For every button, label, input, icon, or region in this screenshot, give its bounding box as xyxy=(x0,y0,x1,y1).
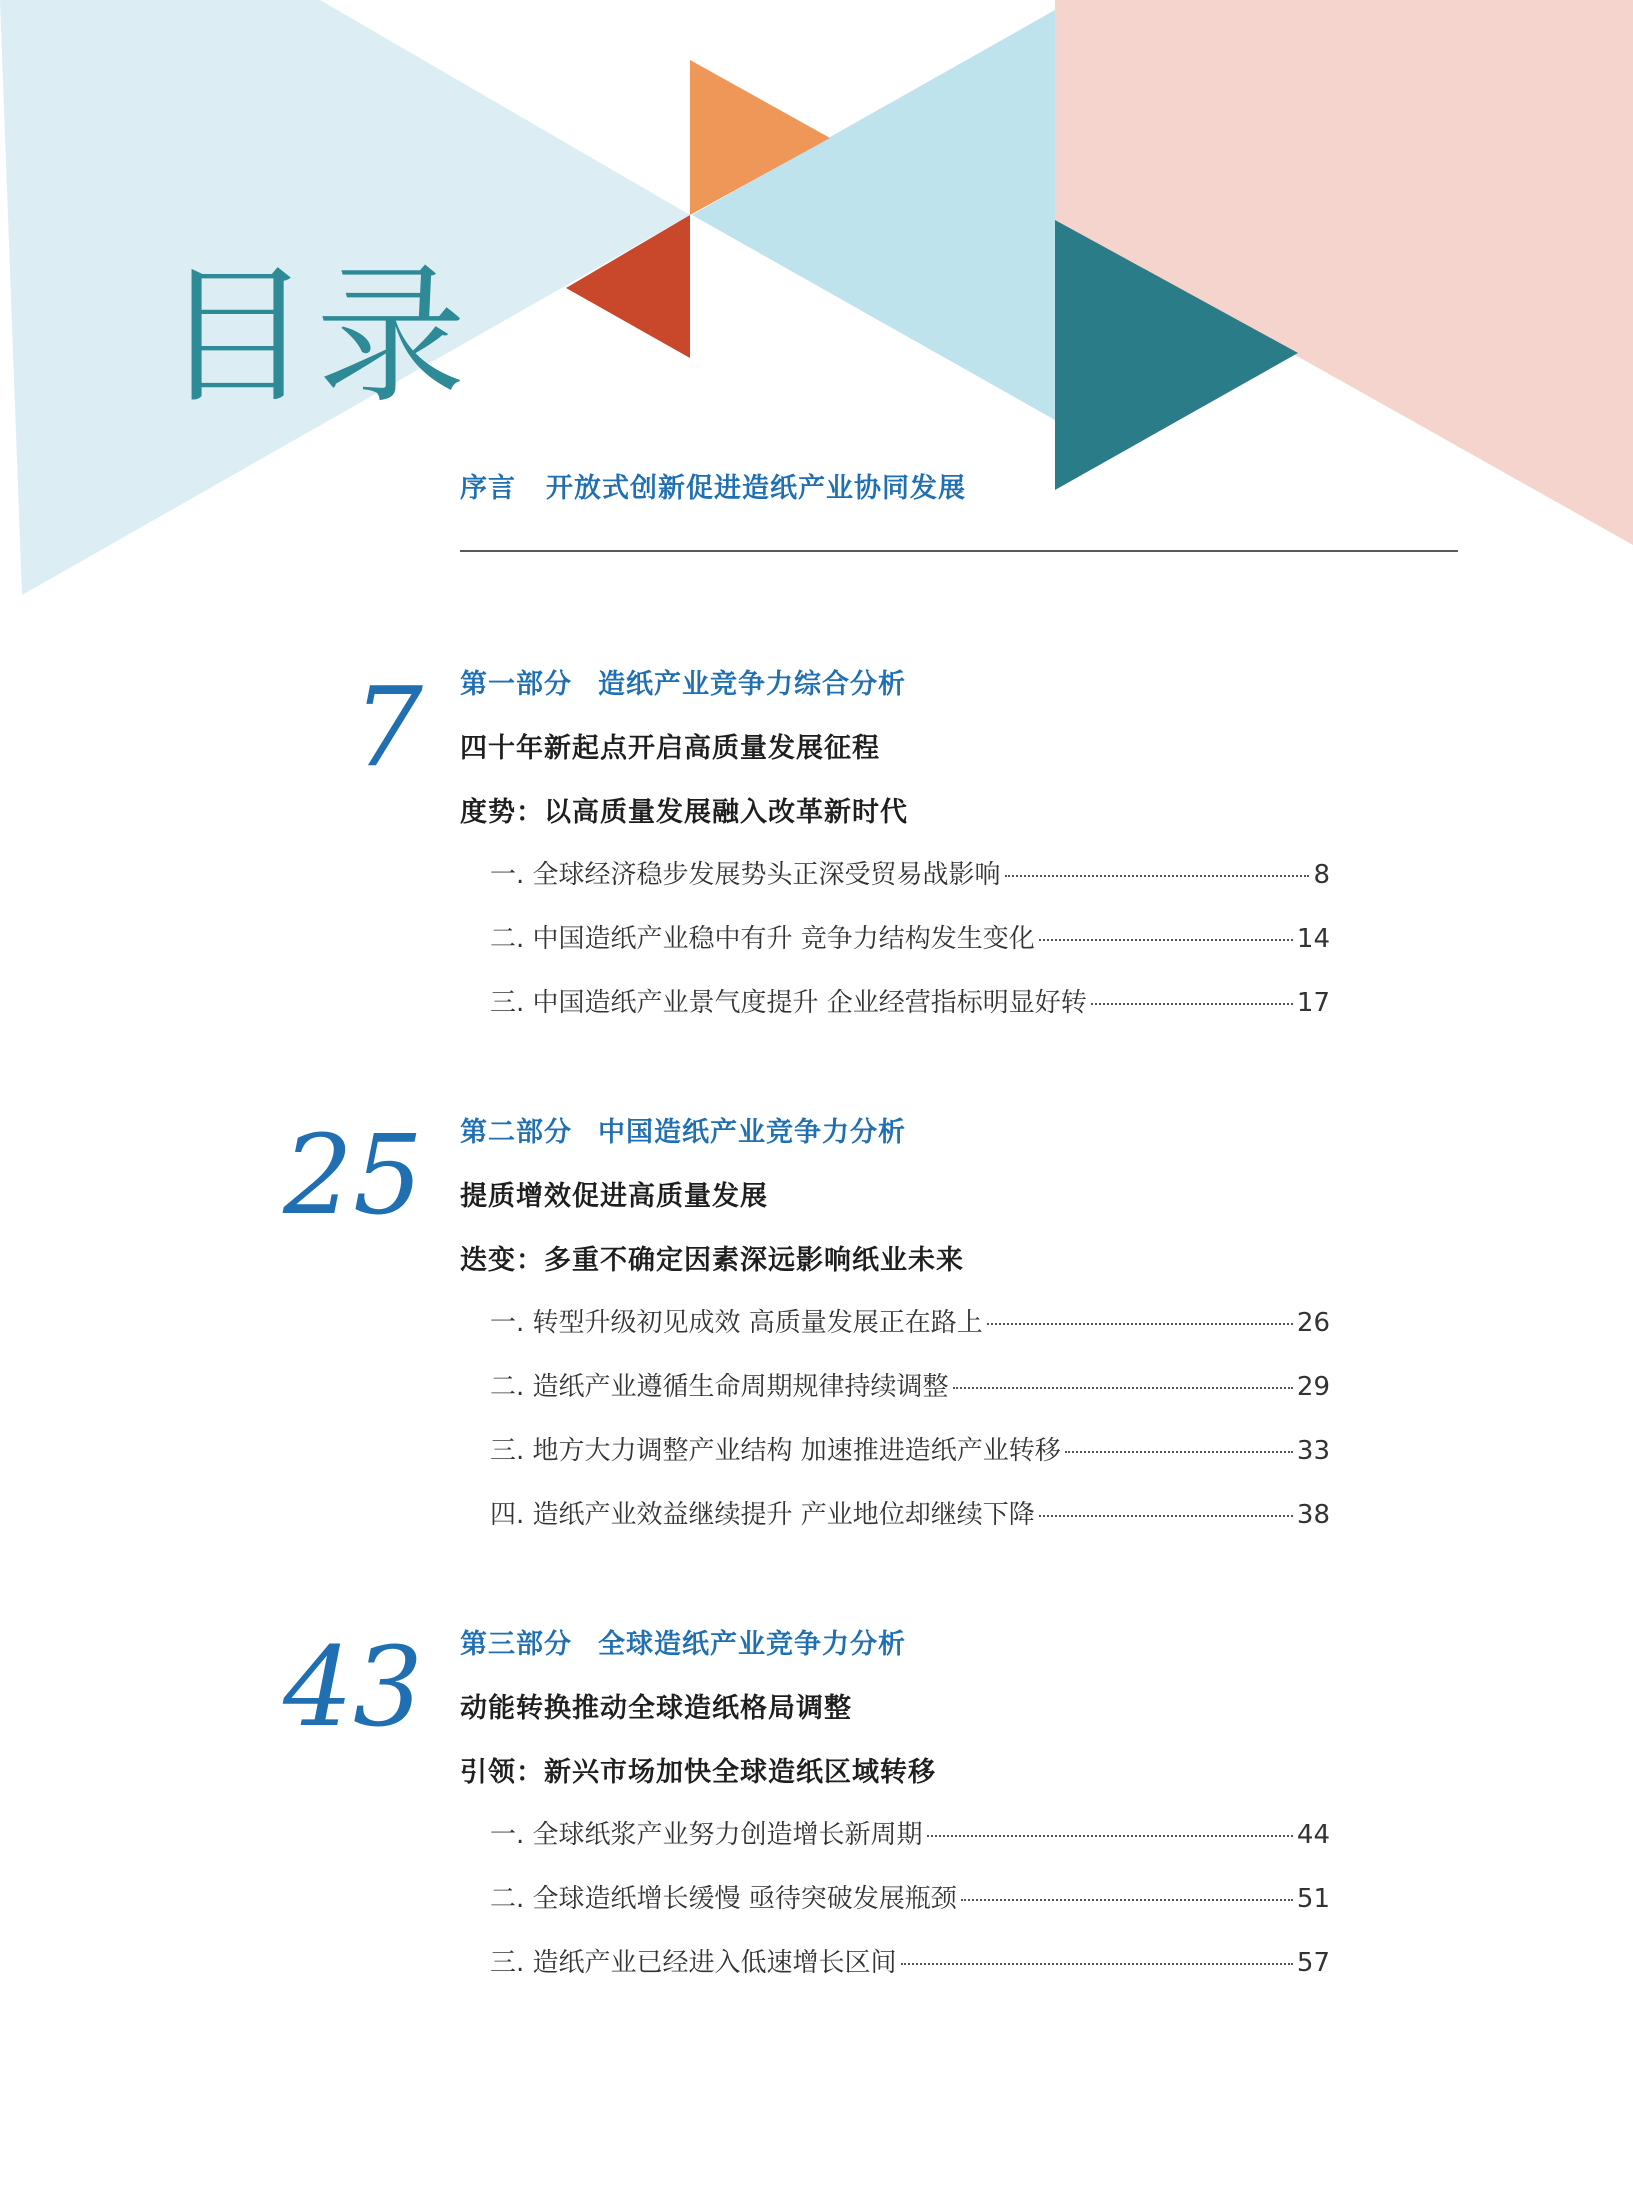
part-name: 全球造纸产业竞争力分析 xyxy=(598,1629,906,1660)
toc-entry-page: 8 xyxy=(1313,860,1330,890)
section-number: 25 xyxy=(283,1111,423,1239)
toc-entry-label: 二. 全球造纸增长缓慢 亟待突破发展瓶颈 xyxy=(490,1884,957,1914)
preface-title: 开放式创新促进造纸产业协同发展 xyxy=(546,473,966,504)
toc-entry-page: 33 xyxy=(1296,1436,1330,1466)
toc-entry-page: 57 xyxy=(1296,1948,1330,1978)
part-title[interactable] xyxy=(460,1110,906,1149)
toc-entry-label: 三. 地方大力调整产业结构 加速推进造纸产业转移 xyxy=(490,1436,1061,1466)
part-title[interactable] xyxy=(460,662,906,701)
toc-entry-label: 一. 全球纸浆产业努力创造增长新周期 xyxy=(490,1820,923,1850)
divider xyxy=(460,550,1458,552)
section-heading: 动能转换推动全球造纸格局调整 xyxy=(460,1693,852,1724)
toc-entry-page: 44 xyxy=(1296,1820,1330,1850)
toc-entry[interactable] xyxy=(490,1366,1330,1406)
leader-dots xyxy=(1065,1451,1293,1453)
toc-entry[interactable] xyxy=(490,982,1330,1022)
toc-entry[interactable] xyxy=(490,1302,1330,1342)
toc-entry-page: 26 xyxy=(1296,1308,1330,1338)
mid-blue-triangle xyxy=(692,10,1055,420)
part-label: 第三部分 xyxy=(460,1629,572,1660)
toc-entry[interactable] xyxy=(490,1942,1330,1982)
section-heading: 提质增效促进高质量发展 xyxy=(460,1181,768,1212)
toc-entry-label: 三. 造纸产业已经进入低速增长区间 xyxy=(490,1948,897,1978)
leader-dots xyxy=(927,1835,1293,1837)
section-number: 43 xyxy=(283,1623,423,1751)
part-title[interactable] xyxy=(460,1622,906,1661)
toc-entry-label: 三. 中国造纸产业景气度提升 企业经营指标明显好转 xyxy=(490,988,1087,1018)
toc-entry-page: 29 xyxy=(1296,1372,1330,1402)
toc-entry-page: 38 xyxy=(1296,1500,1330,1530)
section-heading: 四十年新起点开启高质量发展征程 xyxy=(460,733,880,764)
part-label: 第一部分 xyxy=(460,669,572,700)
toc-entry-page: 14 xyxy=(1296,924,1330,954)
preface[interactable] xyxy=(460,466,966,505)
page-title: 目录 xyxy=(162,250,471,424)
leader-dots xyxy=(1005,875,1310,877)
toc-entry[interactable] xyxy=(490,1494,1330,1534)
leader-dots xyxy=(1039,1515,1293,1517)
toc-entry-label: 二. 中国造纸产业稳中有升 竞争力结构发生变化 xyxy=(490,924,1035,954)
leader-dots xyxy=(1091,1003,1293,1005)
toc-entry-label: 四. 造纸产业效益继续提升 产业地位却继续下降 xyxy=(490,1500,1035,1530)
toc-entry[interactable] xyxy=(490,1878,1330,1918)
leader-dots xyxy=(901,1963,1293,1965)
toc-entry-page: 51 xyxy=(1296,1884,1330,1914)
preface-label: 序言 xyxy=(460,473,516,504)
toc-entry[interactable] xyxy=(490,854,1330,894)
section-number: 7 xyxy=(353,663,423,791)
section-subheading: 度势：以高质量发展融入改革新时代 xyxy=(460,797,908,828)
leader-dots xyxy=(1039,939,1293,941)
toc-entry-label: 一. 转型升级初见成效 高质量发展正在路上 xyxy=(490,1308,983,1338)
toc-entry-label: 一. 全球经济稳步发展势头正深受贸易战影响 xyxy=(490,860,1001,890)
toc-entry[interactable] xyxy=(490,918,1330,958)
section-subheading: 引领：新兴市场加快全球造纸区域转移 xyxy=(460,1757,936,1788)
part-name: 造纸产业竞争力综合分析 xyxy=(598,669,906,700)
leader-dots xyxy=(961,1899,1293,1901)
toc-entry[interactable] xyxy=(490,1814,1330,1854)
part-name: 中国造纸产业竞争力分析 xyxy=(598,1117,906,1148)
leader-dots xyxy=(987,1323,1293,1325)
toc-entry-page: 17 xyxy=(1296,988,1330,1018)
toc-entry-label: 二. 造纸产业遵循生命周期规律持续调整 xyxy=(490,1372,949,1402)
toc-entry[interactable] xyxy=(490,1430,1330,1470)
part-label: 第二部分 xyxy=(460,1117,572,1148)
section-subheading: 迭变：多重不确定因素深远影响纸业未来 xyxy=(460,1245,964,1276)
leader-dots xyxy=(953,1387,1293,1389)
